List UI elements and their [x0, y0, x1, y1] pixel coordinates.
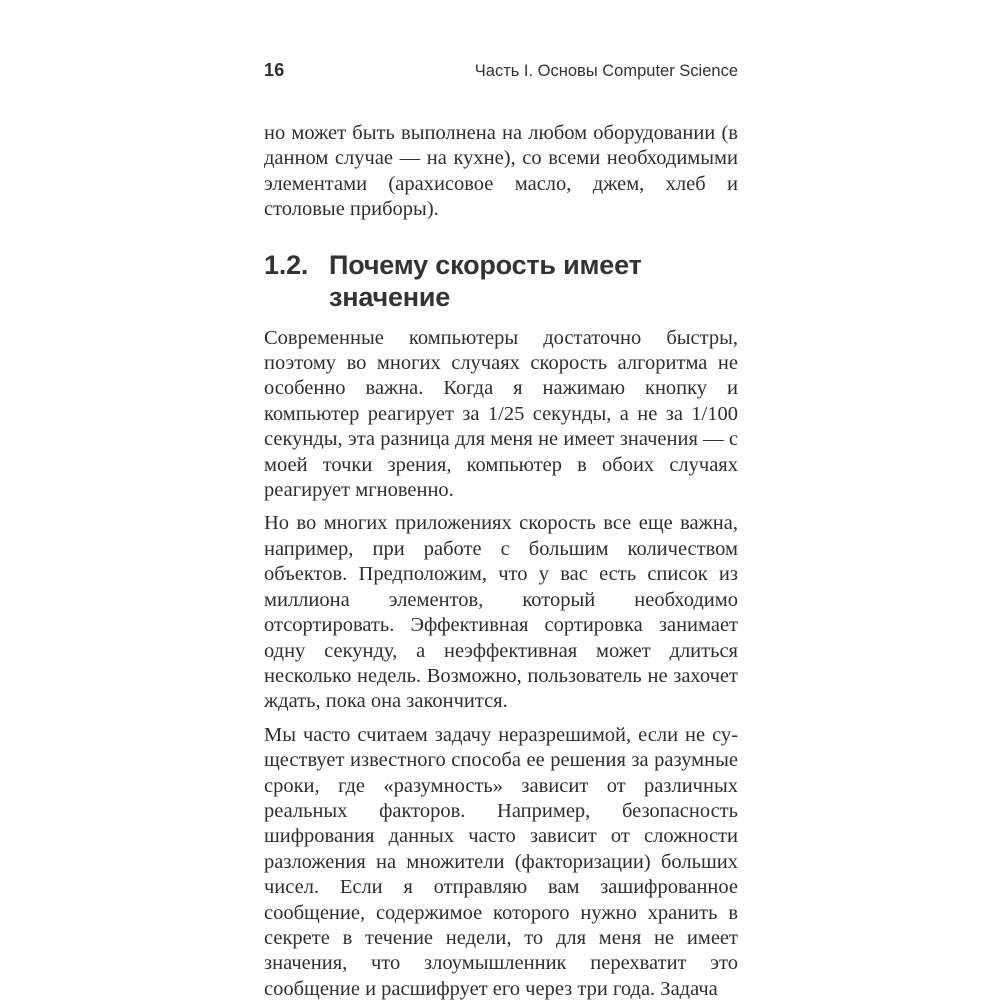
paragraph-speed-intro: Современные компьютеры достаточно быстры, поэтому во многих случаях скорость алгоритма не особенно важна. Когда я нажимаю кнопку и компьютер реагирует за 1/25 секунды, а не за 1/100 секунды, эта разница для меня не имеет значения — с моей точки зрения, компьютер в обоих случаях реагирует мгновенно. [264, 326, 738, 502]
page-number: 16 [264, 60, 285, 80]
section-title: Почему скорость имеет значение [329, 249, 642, 312]
section-heading [264, 249, 738, 313]
running-title: Часть I. Основы Computer Science [474, 62, 738, 80]
paragraph-sorting-example: Но во многих приложениях скорость все еще важна, например, при работе с большим количеством объектов. Предположим, что у вас есть список из миллиона элементов, который необходимо отсортировать. Эффективная сортировка занимает одну секунду, а неэффективная может длиться несколько недель. Возможно, пользователь не захочет ждать, пока она закончится. [264, 512, 738, 713]
page-header [264, 60, 738, 81]
text-column [264, 121, 738, 1000]
paragraph-continuation: но может быть выполнена на любом оборудовании (в данном случае — на кухне), со всеми необходимыми элементами (арахисовое масло, джем, хлеб и столовые приборы). [264, 122, 738, 221]
section-number: 1.2. [264, 249, 309, 280]
paragraph-encryption-example: Мы часто считаем задачу неразрешимой, если не существует известного способа ее решения за разумные сроки, где «разумность» зависит от различных реальных факторов. Например, безопасность шифрования данных часто зависит от сложности разложения на множители (факторизации) больших чисел. Если я отправляю вам зашифрованное сообщение, содержимое которого нужно хранить в секрете в течение недели, то для меня не имеет значения, что злоумышленник перехватит это сообщение и расшифрует его через три года. Задача [264, 723, 738, 1000]
